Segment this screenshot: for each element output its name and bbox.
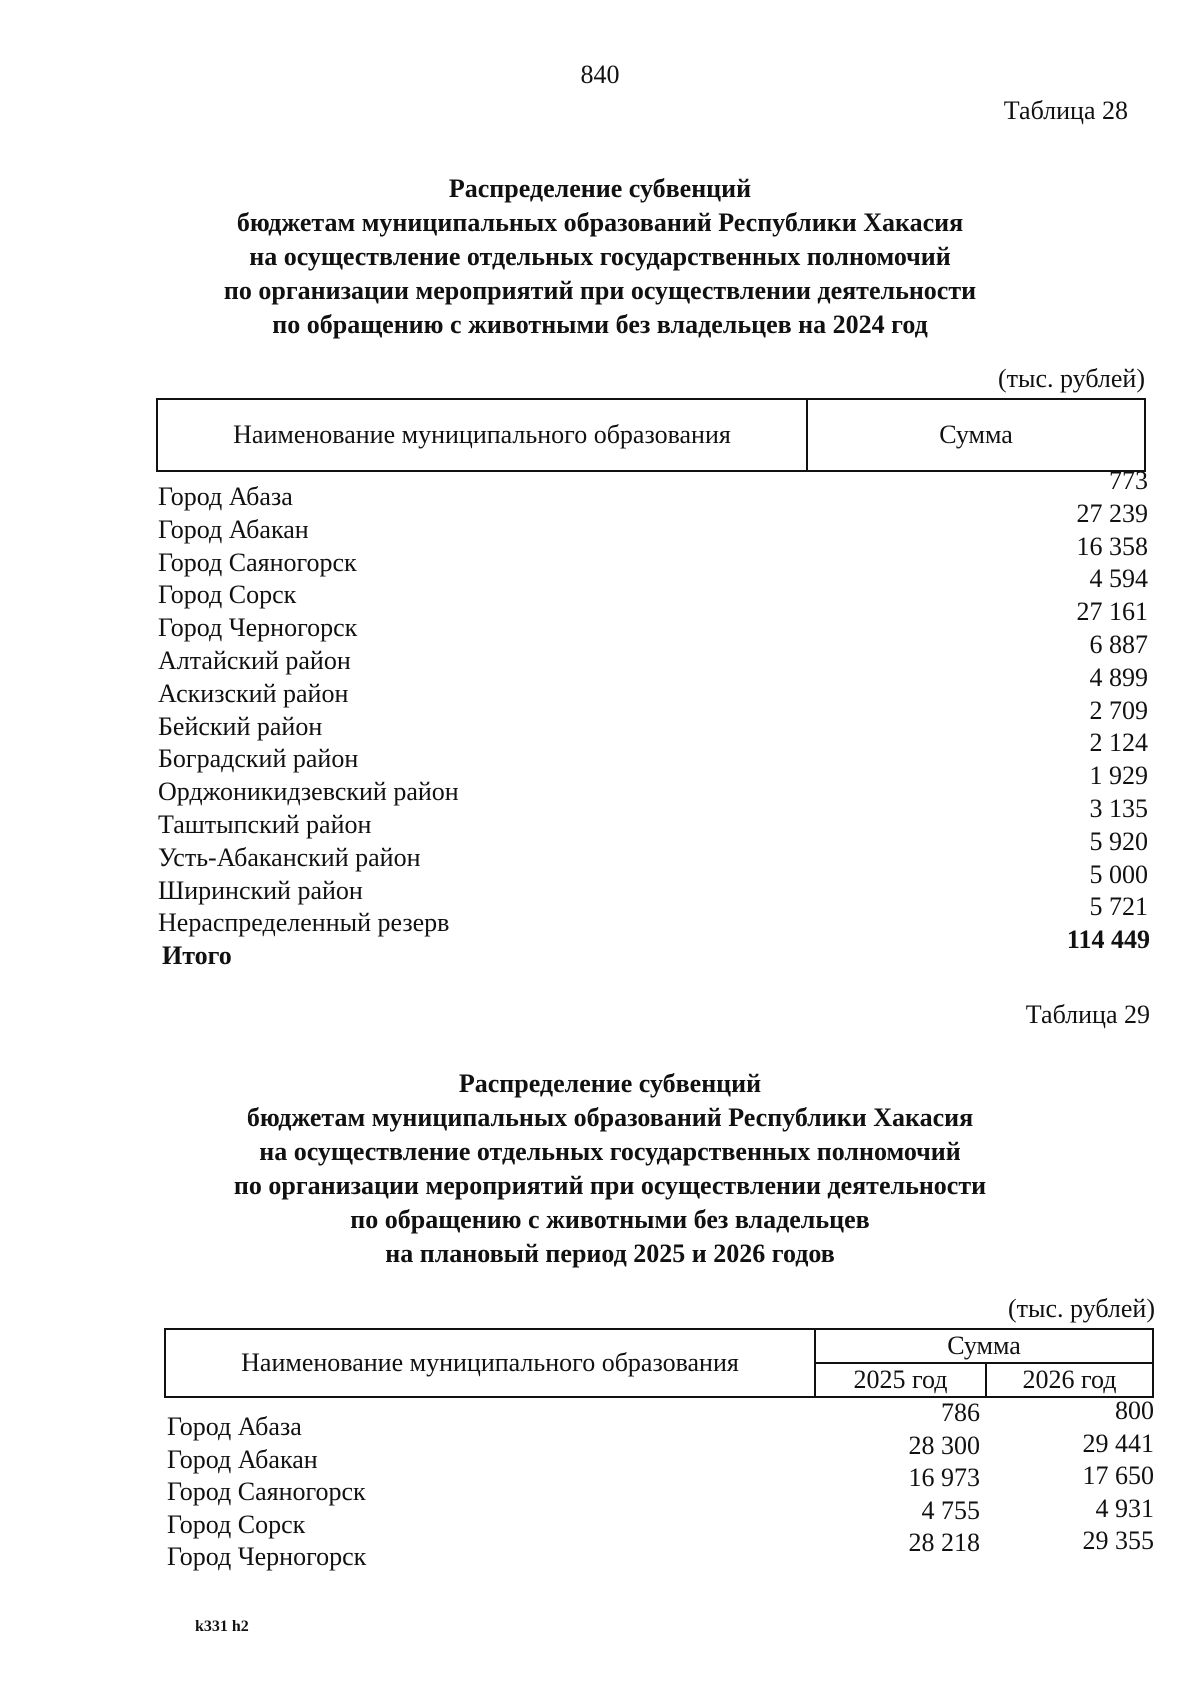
table-28-header [156,398,1146,472]
row-value: 16 358 [1076,531,1148,561]
row-name: Нераспределенный резерв [158,908,450,938]
row-value: 3 135 [1089,794,1148,823]
row-value-2025: 4 755 [921,1495,980,1525]
row-name: Город Абаза [167,1412,302,1441]
table-28-body [158,466,1150,974]
row-value-2025: 28 300 [908,1430,980,1460]
page-number: 840 [580,60,620,89]
table-row [158,761,1148,807]
table-row [167,1396,1154,1441]
row-value: 2 124 [1089,728,1148,758]
table-row [158,531,1148,577]
title-line: бюджетам муниципальных образований Республики Хакасия [236,208,964,237]
row-value: 5 920 [1089,826,1148,856]
total-label: Итого [162,941,232,971]
table-row [167,1526,1154,1571]
total-value: 114 449 [1066,925,1150,955]
row-name: Боградский район [158,744,359,774]
row-value: 6 887 [1089,630,1148,659]
row-name: Город Абакан [167,1444,318,1474]
row-name: Город Сорск [167,1509,306,1539]
row-value: 773 [1109,466,1148,495]
table-row [158,695,1148,741]
table-row [167,1461,1154,1506]
table-row [158,597,1148,643]
row-value-2026: 29 441 [1082,1428,1154,1458]
table-row [158,728,1148,774]
table-row [158,826,1148,872]
header-name-col: Наименование муниципального образования [241,1348,739,1377]
row-value: 27 161 [1076,597,1148,627]
row-name: Таштыпский район [158,810,372,839]
title-line: Распределение субвенций [448,174,752,203]
row-value-2025: 16 973 [908,1463,980,1492]
total-row [158,925,1150,971]
row-value: 4 594 [1089,564,1148,594]
row-value-2025: 786 [941,1398,980,1427]
row-value: 2 709 [1089,695,1148,725]
table-29-unit: (тыс. рублей) [1007,1294,1155,1323]
header-year-2025: 2025 год [853,1365,948,1394]
title-line: по обращению с животными без владельцев [350,1205,870,1234]
row-name: Аскизский район [158,678,349,708]
row-value: 5 000 [1089,859,1148,889]
table-29-title [160,1067,1060,1271]
table-row [158,662,1148,708]
table-29-header [164,1328,1154,1398]
row-name: Город Абакан [158,514,309,544]
table-29-label: Таблица 29 [1025,1000,1150,1029]
row-value: 4 899 [1089,662,1148,692]
row-value-2026: 29 355 [1082,1526,1154,1555]
footer-code: k331 h2 [195,1618,249,1635]
table-row [158,859,1148,905]
title-line: Распределение субвенций [458,1069,762,1098]
title-line: на осуществление отдельных государственных полномочий [249,242,951,271]
row-value: 1 929 [1089,761,1148,791]
header-sum-col: Сумма [947,1331,1021,1360]
table-row [167,1428,1154,1474]
row-name: Город Абаза [158,482,293,511]
row-name: Город Черногорск [167,1542,367,1571]
row-value: 27 239 [1076,498,1148,528]
table-29-body [167,1396,1157,1575]
row-value: 5 721 [1089,892,1148,922]
row-value-2026: 17 650 [1082,1461,1154,1490]
table-row [158,630,1148,675]
table-row [158,892,1148,938]
row-name: Ширинский район [158,875,363,905]
table-28-title [150,172,1050,342]
row-name: Орджоникидзевский район [158,777,459,807]
title-line: бюджетам муниципальных образований Республики Хакасия [246,1103,974,1132]
table-row [158,794,1148,839]
row-name: Алтайский район [158,646,351,675]
header-year-2026: 2026 год [1022,1365,1117,1394]
row-name: Бейский район [158,711,323,741]
row-value-2026: 800 [1115,1396,1154,1425]
title-line: по обращению с животными без владельцев на 2024 год [272,310,928,339]
row-name: Город Сорск [158,580,297,610]
title-line: на плановый период 2025 и 2026 годов [385,1239,835,1268]
header-name-col: Наименование муниципального образования [233,420,731,449]
table-28-unit: (тыс. рублей) [997,364,1145,393]
table-row [167,1493,1154,1539]
title-line: по организации мероприятий при осуществлении деятельности [233,1171,987,1200]
row-value-2025: 28 218 [908,1528,980,1557]
title-line: по организации мероприятий при осуществлении деятельности [223,276,977,305]
table-28-label: Таблица 28 [1003,96,1128,125]
table-row [158,466,1148,511]
row-name: Город Черногорск [158,613,358,643]
table-row [158,564,1148,610]
row-name: Город Саяногорск [158,547,357,577]
title-line: на осуществление отдельных государственных полномочий [259,1137,961,1166]
header-sum-col: Сумма [939,420,1013,449]
table-row [158,498,1148,544]
row-name: Город Саяногорск [167,1477,366,1506]
row-value-2026: 4 931 [1095,1493,1154,1523]
row-name: Усть-Абаканский район [158,842,421,872]
